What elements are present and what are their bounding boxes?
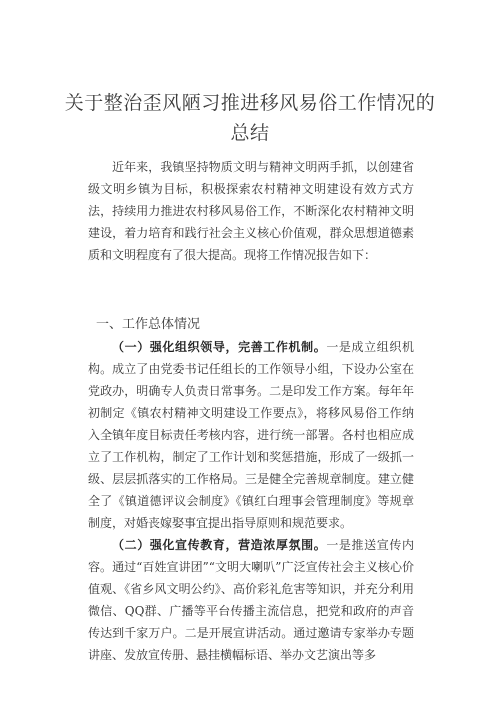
- paragraph-org-leadership: [88, 336, 414, 534]
- paragraph-text: 一是推送宣传内容。通过“百姓宣讲团”“文明大喇叭”广泛宣传社会主义核心价值观、《省乡风文明公约》、高价彩礼危害等知识，并充分利用微信、QQ群、广播等平台传播主流信息，把党和政府的声音传达到千家万户。二是开展宣讲活动。通过邀请专家举办专题讲座、发放宣传册、悬挂横幅标语、举办文艺演出等多: [88, 538, 414, 662]
- section-heading: 一、工作总体情况: [96, 317, 201, 332]
- paragraph-text: 一是成立组织机构。成立了由党委书记任组长的工作领导小组，下设办公室在党政办，明确专人负责日常事务。二是印发工作方案。每年年初制定《镇农村精神文明建设工作要点》，将移风易俗工作纳入全镇年度目标责任考核内容，进行统一部署。各村也相应成立了工作机构，制定了工作计划和奖惩措施，形成了一级抓一级、层层抓落实的工作格局。三是健全完善规章制度。建立健全了《镇道德评议会制度》《镇红白理事会管理制度》等规章制度，对婚丧嫁娶事宜提出指导原则和规范要求。: [88, 340, 414, 530]
- intro-block: [88, 156, 414, 266]
- document-title: 关于整治歪风陋习推进移风易俗工作情况的总结: [64, 92, 436, 144]
- paragraph-publicity: [88, 534, 414, 666]
- section-body: [88, 336, 414, 666]
- paragraph-lead: （二）强化宣传教育，营造浓厚氛围。: [112, 538, 327, 552]
- paragraph-lead: （一）强化组织领导，完善工作机制。: [112, 340, 327, 354]
- intro-paragraph: 近年来，我镇坚持物质文明与精神文明两手抓，以创建省级文明乡镇为目标，积极探索农村精神文明建设有效方式方法，持续用力推进农村移风易俗工作，不断深化农村精神文明建设，着力培育和践行社会主义核心价值观，群众思想道德素质和文明程度有了很大提高。现将工作情况报告如下：: [88, 160, 414, 262]
